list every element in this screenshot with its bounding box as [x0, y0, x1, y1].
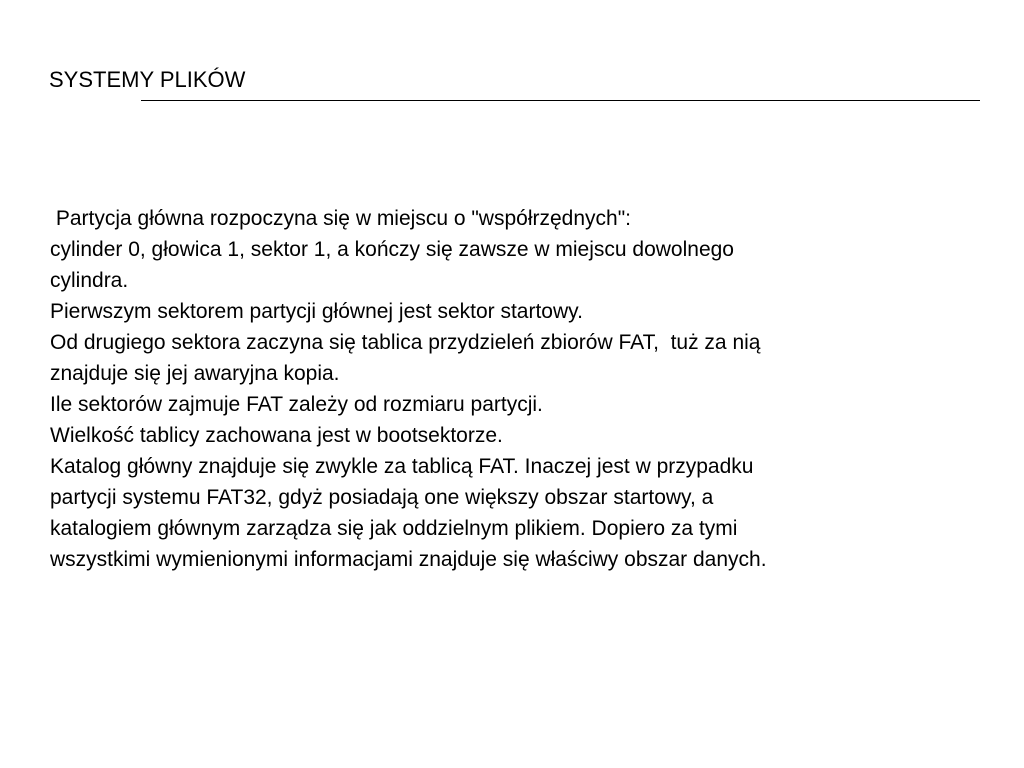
body-line: Ile sektorów zajmuje FAT zależy od rozmiaru partycji.: [50, 393, 543, 416]
body-line: Partycja główna rozpoczyna się w miejscu o "współrzędnych":: [50, 207, 631, 230]
body-line: Od drugiego sektora zaczyna się tablica przydzieleń zbiorów FAT, tuż za nią: [50, 331, 761, 354]
title-underline: [141, 100, 980, 101]
body-line: wszystkimi wymienionymi informacjami znajduje się właściwy obszar danych.: [50, 548, 767, 571]
body-line: katalogiem głównym zarządza się jak oddzielnym plikiem. Dopiero za tymi: [50, 517, 738, 540]
body-line: cylinder 0, głowica 1, sektor 1, a kończy się zawsze w miejscu dowolnego: [50, 238, 734, 261]
body-line: cylindra.: [50, 269, 129, 292]
slide-title: SYSTEMY PLIKÓW: [49, 67, 246, 92]
body-line: znajduje się jej awaryjna kopia.: [50, 362, 340, 385]
body-line: Katalog główny znajduje się zwykle za tablicą FAT. Inaczej jest w przypadku: [50, 455, 754, 478]
slide-body: [50, 203, 990, 575]
body-line: Pierwszym sektorem partycji głównej jest sektor startowy.: [50, 300, 583, 323]
body-line: Wielkość tablicy zachowana jest w bootsektorze.: [50, 424, 503, 447]
body-line: partycji systemu FAT32, gdyż posiadają one większy obszar startowy, a: [50, 486, 714, 509]
